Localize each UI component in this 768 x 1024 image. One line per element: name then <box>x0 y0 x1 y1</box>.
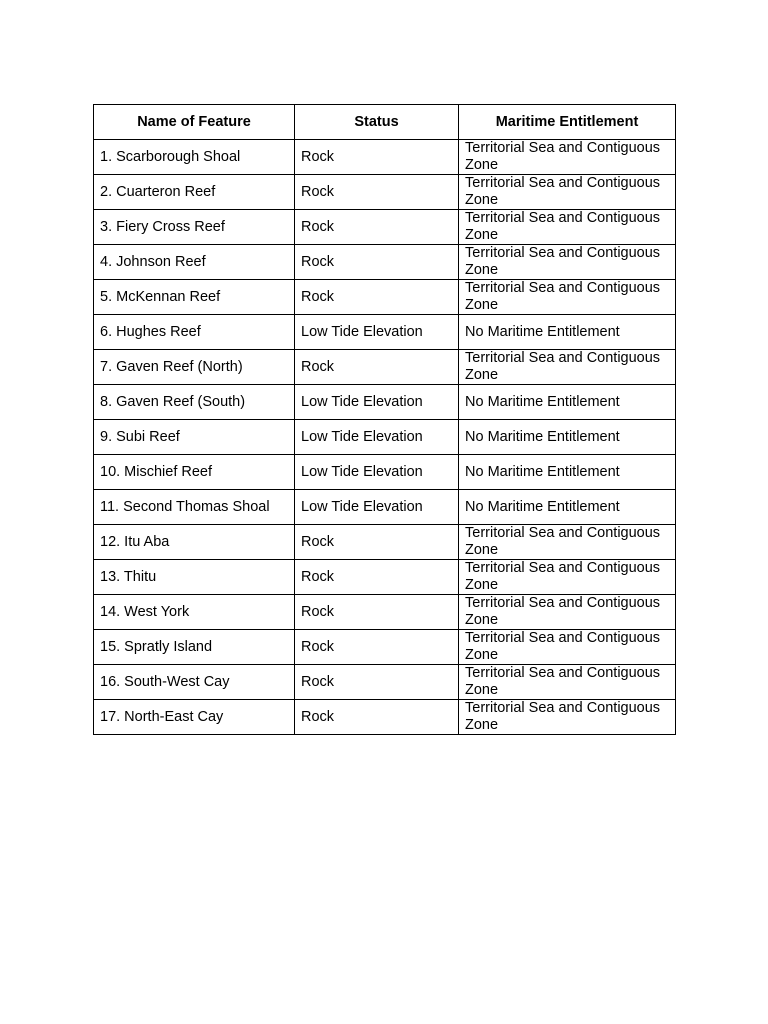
status-cell: Rock <box>295 665 459 700</box>
status-cell: Rock <box>295 280 459 315</box>
table-row <box>94 210 676 245</box>
status-cell: Low Tide Elevation <box>295 385 459 420</box>
status-cell: Low Tide Elevation <box>295 490 459 525</box>
feature-name-cell: 7. Gaven Reef (North) <box>94 350 295 385</box>
feature-name-cell: 4. Johnson Reef <box>94 245 295 280</box>
table-row <box>94 560 676 595</box>
entitlement-cell: No Maritime Entitlement <box>459 315 676 350</box>
table-row <box>94 245 676 280</box>
entitlement-cell: Territorial Sea and Contiguous Zone <box>459 630 676 665</box>
feature-name-cell: 13. Thitu <box>94 560 295 595</box>
feature-name-cell: 14. West York <box>94 595 295 630</box>
table-row <box>94 420 676 455</box>
entitlement-cell: Territorial Sea and Contiguous Zone <box>459 280 676 315</box>
features-table <box>93 104 676 735</box>
status-cell: Rock <box>295 140 459 175</box>
feature-name-cell: 8. Gaven Reef (South) <box>94 385 295 420</box>
table-row <box>94 665 676 700</box>
table-row <box>94 595 676 630</box>
table-header-row <box>94 105 676 140</box>
feature-name-cell: 1. Scarborough Shoal <box>94 140 295 175</box>
header-maritime-entitlement: Maritime Entitlement <box>459 105 676 140</box>
feature-name-cell: 12. Itu Aba <box>94 525 295 560</box>
status-cell: Rock <box>295 245 459 280</box>
status-cell: Rock <box>295 630 459 665</box>
table-row <box>94 455 676 490</box>
entitlement-cell: No Maritime Entitlement <box>459 420 676 455</box>
feature-name-cell: 16. South-West Cay <box>94 665 295 700</box>
status-cell: Rock <box>295 700 459 735</box>
table-row <box>94 700 676 735</box>
feature-name-cell: 17. North-East Cay <box>94 700 295 735</box>
status-cell: Rock <box>295 560 459 595</box>
feature-name-cell: 2. Cuarteron Reef <box>94 175 295 210</box>
status-cell: Rock <box>295 350 459 385</box>
status-cell: Rock <box>295 595 459 630</box>
entitlement-cell: Territorial Sea and Contiguous Zone <box>459 665 676 700</box>
feature-name-cell: 6. Hughes Reef <box>94 315 295 350</box>
entitlement-cell: No Maritime Entitlement <box>459 385 676 420</box>
table-row <box>94 175 676 210</box>
table-row <box>94 490 676 525</box>
table-row <box>94 140 676 175</box>
entitlement-cell: Territorial Sea and Contiguous Zone <box>459 560 676 595</box>
status-cell: Rock <box>295 175 459 210</box>
entitlement-cell: No Maritime Entitlement <box>459 490 676 525</box>
status-cell: Low Tide Elevation <box>295 455 459 490</box>
entitlement-cell: Territorial Sea and Contiguous Zone <box>459 595 676 630</box>
table-row <box>94 525 676 560</box>
status-cell: Rock <box>295 210 459 245</box>
header-name-of-feature: Name of Feature <box>94 105 295 140</box>
entitlement-cell: Territorial Sea and Contiguous Zone <box>459 210 676 245</box>
table-row <box>94 385 676 420</box>
feature-name-cell: 15. Spratly Island <box>94 630 295 665</box>
table-row <box>94 280 676 315</box>
feature-name-cell: 11. Second Thomas Shoal <box>94 490 295 525</box>
entitlement-cell: Territorial Sea and Contiguous Zone <box>459 700 676 735</box>
header-status: Status <box>295 105 459 140</box>
table-body <box>94 140 676 735</box>
table-row <box>94 350 676 385</box>
feature-name-cell: 5. McKennan Reef <box>94 280 295 315</box>
status-cell: Rock <box>295 525 459 560</box>
entitlement-cell: Territorial Sea and Contiguous Zone <box>459 175 676 210</box>
feature-name-cell: 3. Fiery Cross Reef <box>94 210 295 245</box>
table-row <box>94 630 676 665</box>
feature-name-cell: 9. Subi Reef <box>94 420 295 455</box>
status-cell: Low Tide Elevation <box>295 420 459 455</box>
entitlement-cell: Territorial Sea and Contiguous Zone <box>459 350 676 385</box>
entitlement-cell: Territorial Sea and Contiguous Zone <box>459 140 676 175</box>
entitlement-cell: Territorial Sea and Contiguous Zone <box>459 525 676 560</box>
entitlement-cell: Territorial Sea and Contiguous Zone <box>459 245 676 280</box>
table-row <box>94 315 676 350</box>
entitlement-cell: No Maritime Entitlement <box>459 455 676 490</box>
status-cell: Low Tide Elevation <box>295 315 459 350</box>
feature-name-cell: 10. Mischief Reef <box>94 455 295 490</box>
